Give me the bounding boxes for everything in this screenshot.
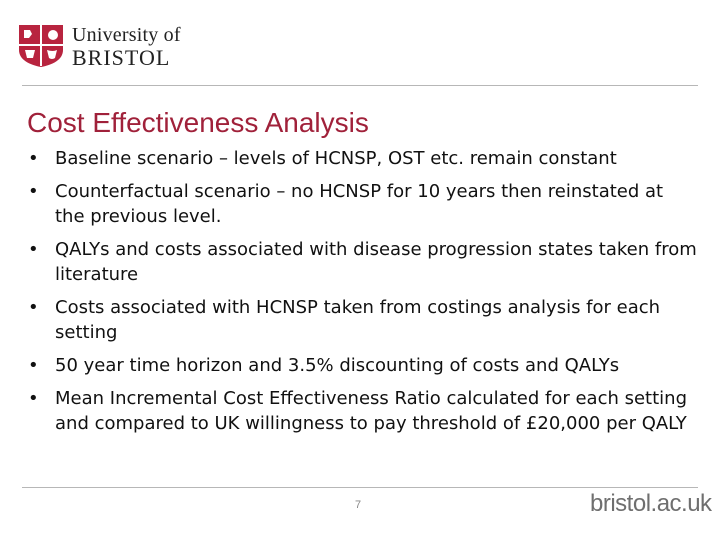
- bullet-item: • 50 year time horizon and 3.5% discounting of costs and QALYs: [28, 353, 698, 378]
- university-wordmark: [72, 24, 181, 70]
- university-logo: [16, 22, 196, 72]
- bullet-item: • QALYs and costs associated with disease progression states taken from literature: [28, 237, 698, 287]
- site-url: bristol.ac.uk: [590, 490, 712, 517]
- page-number: 7: [355, 499, 362, 511]
- bullet-item: • Baseline scenario – levels of HCNSP, OST etc. remain constant: [28, 146, 698, 171]
- bullet-item: • Costs associated with HCNSP taken from costings analysis for each setting: [28, 295, 698, 345]
- bullet-item: • Mean Incremental Cost Effectiveness Ratio calculated for each setting and compared to UK willingness to pay threshold of £20,000 per QALY: [28, 386, 698, 436]
- footer-divider: [22, 487, 698, 488]
- header-divider: [22, 85, 698, 86]
- university-crest-icon: [16, 22, 66, 68]
- bullet-list: [28, 146, 698, 444]
- wordmark-line1: University of: [72, 24, 181, 46]
- slide-title: Cost Effectiveness Analysis: [27, 107, 369, 138]
- bullet-item: • Counterfactual scenario – no HCNSP for 10 years then reinstated at the previous level.: [28, 179, 698, 229]
- wordmark-line2: BRISTOL: [72, 45, 171, 70]
